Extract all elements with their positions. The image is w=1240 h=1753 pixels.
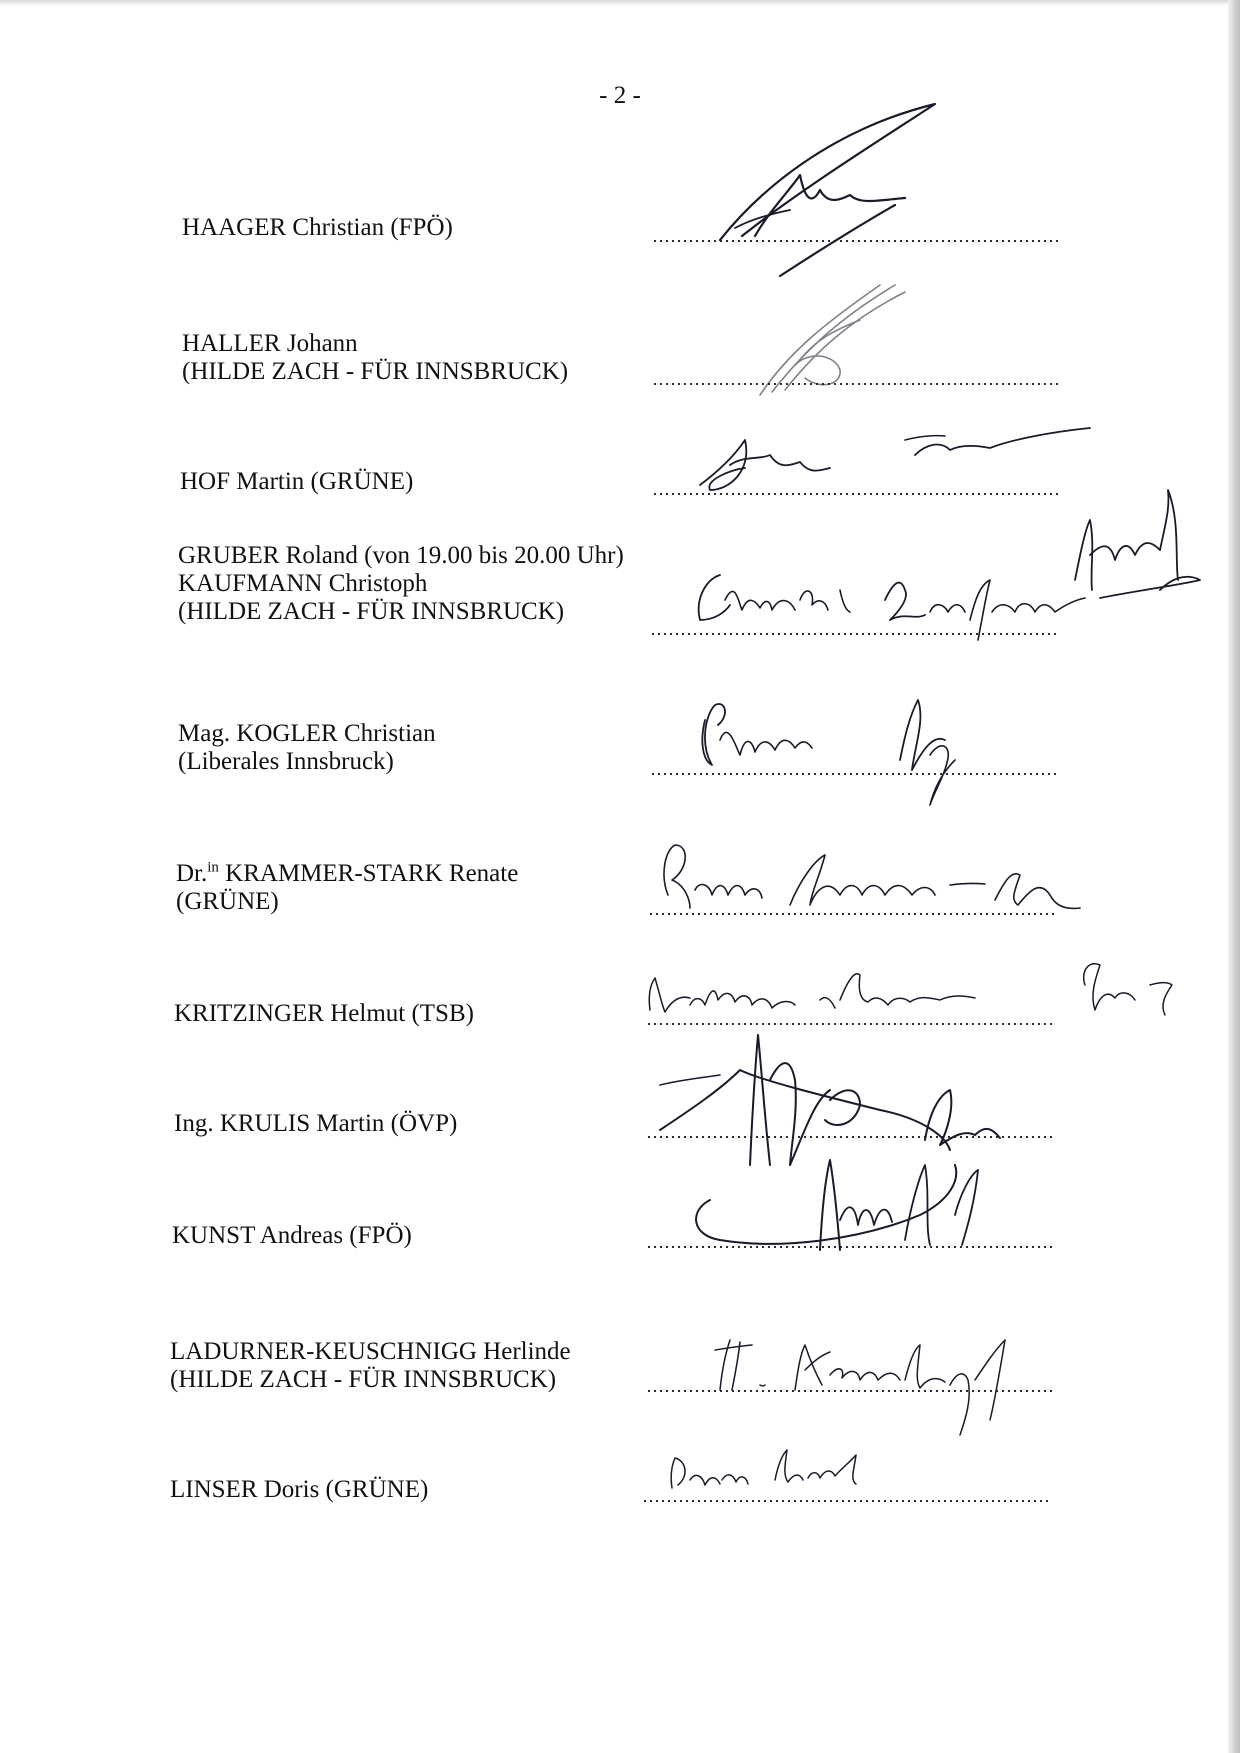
signatory-ladurner-keuschnigg: [170, 1338, 571, 1394]
signature-kritzinger: [649, 964, 1172, 1015]
signatory-name: GRUBER Roland (von 19.00 bis 20.00 Uhr): [178, 542, 624, 569]
signatory-krammer-stark: [176, 860, 518, 916]
signature-line: [652, 240, 1062, 242]
signatory-party: (Liberales Innsbruck): [178, 748, 394, 775]
signatory-kunst: [172, 1222, 412, 1250]
scan-edge-top: [0, 0, 1240, 6]
title-prefix: Dr.: [176, 860, 208, 887]
signatory-kritzinger: [174, 1000, 474, 1028]
signatory-name: KAUFMANN Christoph: [178, 570, 428, 597]
signatory-name: HALLER Johann: [182, 330, 358, 357]
signature-line: [646, 1390, 1056, 1392]
signatory-name: Mag. KOGLER Christian: [178, 720, 436, 747]
signatory-name: Ing. KRULIS Martin (ÖVP): [174, 1110, 458, 1137]
signature-krulis: [660, 1035, 1000, 1165]
signature-hof: [700, 428, 1090, 490]
signature-ladurner-keuschnigg: [715, 1340, 1005, 1435]
signatory-name: KUNST Andreas (FPÖ): [172, 1222, 412, 1249]
signatory-surname: KRAMMER-STARK Renate: [218, 860, 519, 887]
signature-haager: [720, 104, 935, 276]
signature-line: [646, 1136, 1056, 1138]
signature-line: [642, 1500, 1052, 1502]
signatory-name: LADURNER-KEUSCHNIGG Herlinde: [170, 1338, 571, 1365]
signature-line: [646, 1246, 1056, 1248]
signature-line: [650, 773, 1060, 775]
signature-gruber: [1075, 490, 1200, 598]
signatory-name: [176, 860, 518, 888]
signatory-name: HAAGER Christian (FPÖ): [182, 214, 453, 241]
signatory-gruber-kaufmann: [178, 542, 624, 626]
signatory-krulis: [174, 1110, 457, 1138]
signatory-kogler: [178, 720, 436, 776]
signature-krammer-stark: [664, 845, 1080, 908]
page-number: - 2 -: [599, 82, 641, 109]
signature-line: [652, 383, 1062, 385]
signatory-name: KRITZINGER Helmut (TSB): [174, 1000, 474, 1027]
signature-kunst: [696, 1160, 978, 1250]
title-superscript: in: [207, 859, 219, 876]
signature-linser: [671, 1450, 856, 1488]
signatory-party: (HILDE ZACH - FÜR INNSBRUCK): [170, 1366, 557, 1393]
signatory-haller: [182, 330, 568, 386]
signature-line: [650, 633, 1060, 635]
signature-line: [646, 1023, 1056, 1025]
signatory-linser: [170, 1476, 428, 1504]
signature-line: [652, 493, 1062, 495]
signatory-haager: [182, 214, 453, 242]
signature-line: [648, 913, 1058, 915]
signature-kaufmann: [699, 575, 1085, 640]
signatory-name: LINSER Doris (GRÜNE): [170, 1476, 429, 1503]
signature-haller: [760, 285, 905, 395]
scan-edge-right: [1228, 0, 1240, 1753]
signature-kogler: [702, 700, 955, 805]
signatory-name: HOF Martin (GRÜNE): [180, 468, 414, 495]
signatory-party: (HILDE ZACH - FÜR INNSBRUCK): [182, 358, 569, 385]
signatory-hof: [180, 468, 413, 496]
signatory-party: (HILDE ZACH - FÜR INNSBRUCK): [178, 598, 565, 625]
signatory-party: (GRÜNE): [176, 888, 279, 915]
